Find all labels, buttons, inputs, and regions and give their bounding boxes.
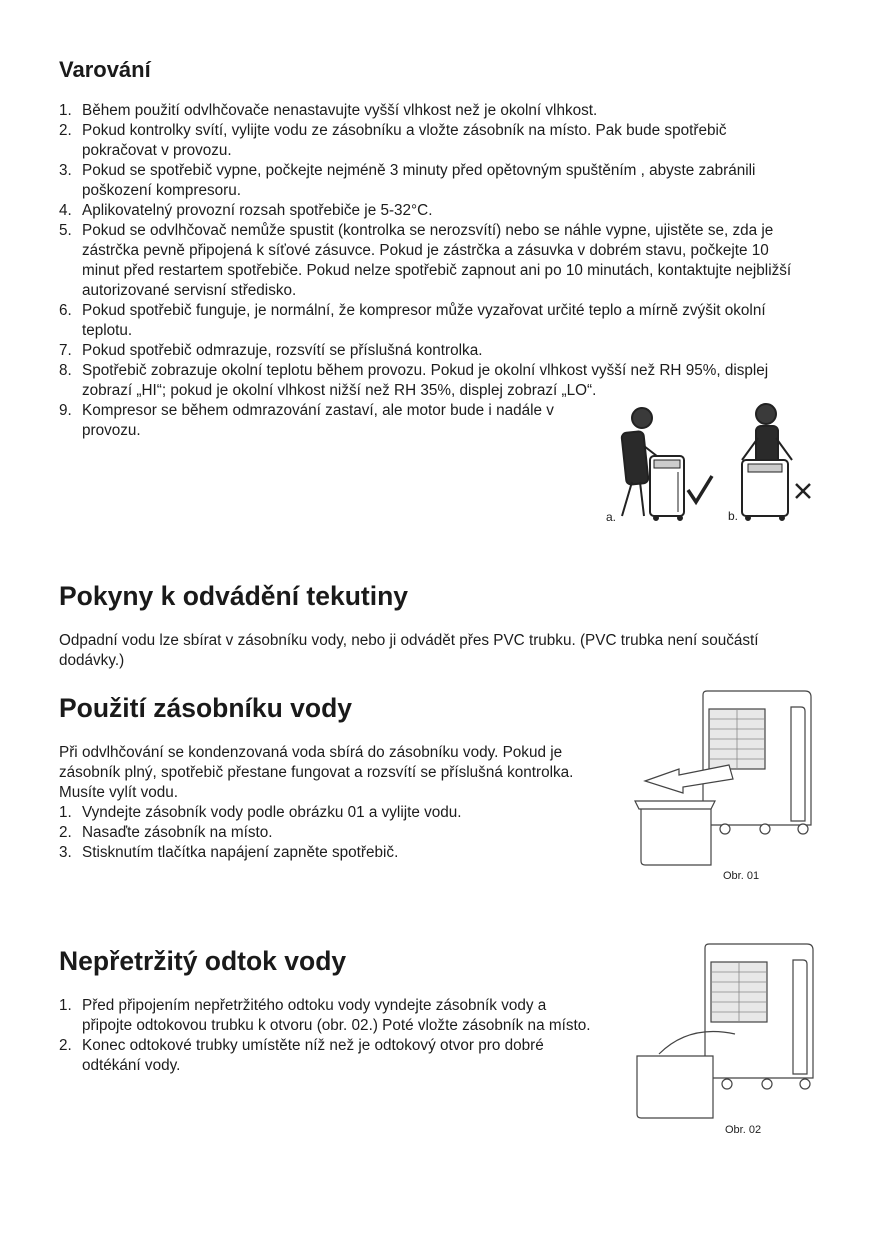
list-item [59,201,799,221]
figure-b [742,404,810,520]
figure-a [621,408,712,520]
item-text: Pokud kontrolky svítí, vylijte vodu ze zásobníku a vložte zásobník na místo. Pak bude spotřebič pokračovat v provozu. [82,122,727,159]
continuous-title: Nepřetržitý odtok vody [59,946,347,976]
label-b: b. [728,509,739,523]
carrying-figure [600,402,820,527]
item-text: Stisknutím tlačítka napájení zapněte spotřebič. [82,844,399,861]
item-text: Aplikovatelný provozní rozsah spotřebiče je 5-32°C. [82,202,433,219]
list-item [59,823,594,843]
list-item [59,996,594,1036]
dehumidifier-tank-removal [625,685,820,865]
item-text: Pokud se spotřebič vypne, počkejte nejméně 3 minuty před opětovným spuštěním , abyste zabránili poškození kompresoru. [82,162,756,199]
item-text: Kompresor se během odmrazování zastaví, ale motor bude i nadále v provozu. [82,402,554,439]
drainage-intro: Odpadní vodu lze sbírat v zásobníku vody, nebo ji odvádět přes PVC trubku. (PVC trubka není součástí dodávky.) [59,632,759,669]
item-number: 3. [59,844,72,861]
list-item [59,101,799,121]
list-item [59,341,799,361]
list-item [59,161,799,201]
item-text: Vyndejte zásobník vody podle obrázku 01 a vylijte vodu. [82,804,462,821]
figure-02-caption: Obr. 02 [725,1124,762,1136]
label-a: a. [606,510,617,524]
item-number: 3. [59,162,72,179]
item-number: 2. [59,122,72,139]
item-number: 5. [59,222,72,239]
item-text: Konec odtokové trubky umístěte níž než je odtokový otvor pro dobré odtékání vody. [82,1037,544,1074]
list-item [59,221,799,301]
item-number: 1. [59,102,72,119]
list-item [59,401,602,441]
warning-title: Varování [59,57,151,82]
item-number: 2. [59,1037,72,1054]
item-number: 1. [59,997,72,1014]
item-text: Nasaďte zásobník na místo. [82,824,273,841]
item-number: 7. [59,342,72,359]
continuous-steps [59,996,594,1076]
drainage-title: Pokyny k odvádění tekutiny [59,581,409,611]
item-text: Před připojením nepřetržitého odtoku vody vyndejte zásobník vody a připojte odtokovou trubku k otvoru (obr. 02.) Poté vložte zásobník na místo. [82,997,591,1034]
tank-title: Použití zásobníku vody [59,693,353,723]
list-item [59,301,799,341]
item-number: 1. [59,804,72,821]
item-text: Pokud spotřebič odmrazuje, rozsvítí se příslušná kontrolka. [82,342,483,359]
item-number: 9. [59,402,72,419]
list-item [59,803,594,823]
figure-01-caption: Obr. 01 [723,870,760,882]
carrying-illustration [600,402,820,527]
list-item [59,121,799,161]
item-text: Během použití odvlhčovače nenastavujte vyšší vlhkost než je okolní vlhkost. [82,102,598,119]
figure-01 [625,685,820,865]
warning-list [59,101,799,441]
item-text: Spotřebič zobrazuje okolní teplotu během provozu. Pokud je okolní vlhkost vyšší než RH 95%, displej zobrazí „HI“; pokud je okolní vlhkost nižší než RH 35%, displej zobrazí „LO“. [82,362,769,399]
list-item [59,361,799,401]
item-number: 8. [59,362,72,379]
item-number: 4. [59,202,72,219]
tank-steps [59,803,594,863]
dehumidifier-drain-hose [625,938,820,1123]
list-item [59,843,594,863]
item-text: Pokud se odvlhčovač nemůže spustit (kontrolka se nerozsvítí) nebo se náhle vypne, ujistěte se, zda je zástrčka pevně připojená k síťové zásuvce. Pokud je zástrčka a zásuvka v dobrém stavu, počkejte 10 minut před restartem spotřebiče. Pokud nelze spotřebič zapnout ani po 10 minutách, kontaktujte nejbližší autorizované servisní středisko. [82,222,792,299]
item-number: 6. [59,302,72,319]
item-number: 2. [59,824,72,841]
figure-02 [625,938,820,1123]
list-item [59,1036,594,1076]
tank-intro: Při odvlhčování se kondenzovaná voda sbírá do zásobníku vody. Pokud je zásobník plný, spotřebič přestane fungovat a rozsvítí se příslušná kontrolka. Musíte vylít vodu. [59,744,574,801]
item-text: Pokud spotřebič funguje, je normální, že kompresor může vyzařovat určité teplo a mírně zvýšit okolní teplotu. [82,302,766,339]
